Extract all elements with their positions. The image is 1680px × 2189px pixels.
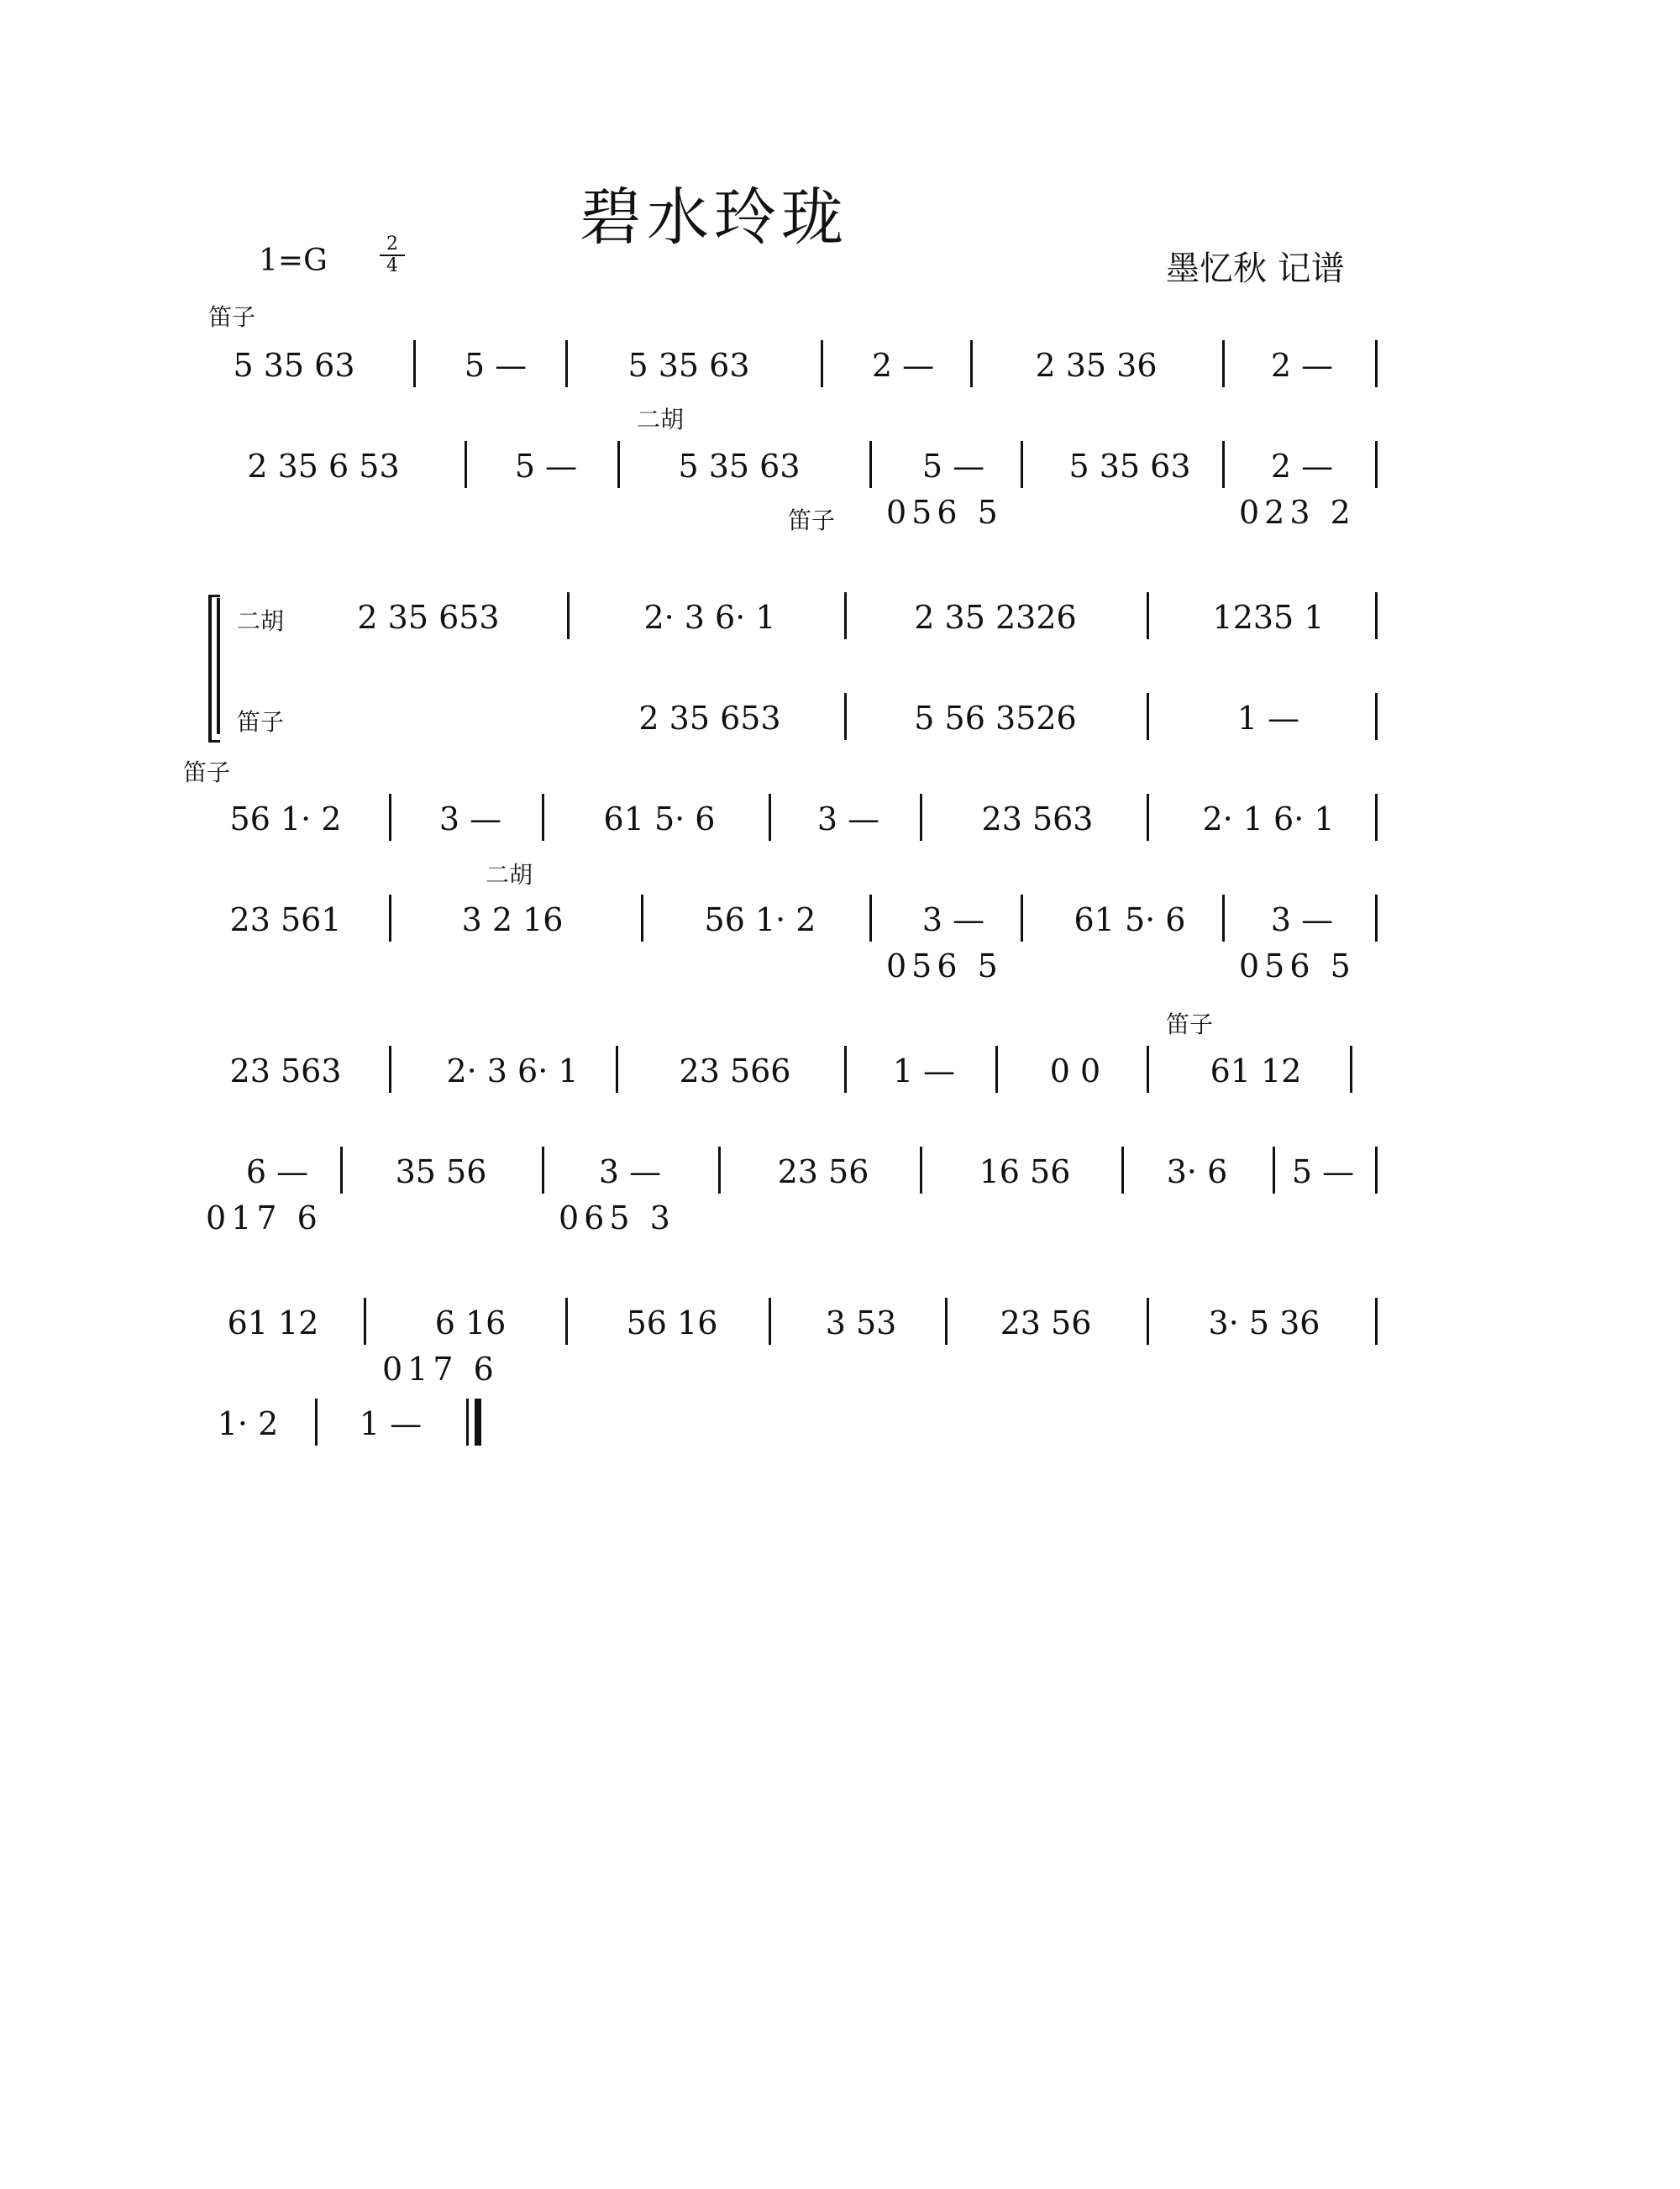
measure: 3· 6: [1166, 1153, 1228, 1190]
measure: 3 2 16: [461, 901, 564, 938]
measure: 1 —: [359, 1405, 423, 1442]
measure: 0 0: [1049, 1053, 1101, 1089]
score-row: [0, 1147, 1680, 1197]
measure: 23 56: [1000, 1304, 1092, 1341]
measure: 61 12: [1210, 1053, 1302, 1089]
measure: 16 56: [979, 1153, 1071, 1190]
measure: 61 5· 6: [603, 801, 716, 837]
measure: 1 —: [1236, 700, 1300, 737]
countermelody: 017 6: [382, 1351, 499, 1388]
measure: 23 561: [229, 901, 342, 938]
measure: 5 56 3526: [914, 700, 1077, 737]
measure: 1· 2: [217, 1405, 279, 1442]
countermelody: 056 5: [886, 948, 1003, 984]
measure: 2 —: [1270, 448, 1334, 485]
transcriber-credit: 墨忆秋 记谱: [1166, 249, 1345, 288]
measure: 2 35 653: [638, 700, 781, 737]
instrument-label: 笛子: [183, 759, 231, 786]
score-row: [0, 693, 1680, 743]
measure: 3 —: [598, 1153, 662, 1190]
measure: 23 563: [229, 1053, 342, 1089]
instrument-label: 二胡: [237, 607, 285, 635]
measure: 23 563: [981, 801, 1094, 837]
measure: 2 35 36: [1035, 347, 1158, 384]
measure: 1 —: [892, 1053, 956, 1089]
final-barline: [475, 1399, 481, 1446]
measure: 61 5· 6: [1074, 901, 1186, 938]
score-row: [0, 592, 1680, 643]
measure: 56 1· 2: [229, 801, 342, 837]
measure: 5 —: [464, 347, 528, 384]
key-signature: 1=G: [259, 244, 328, 278]
measure: 6 —: [245, 1153, 309, 1190]
measure: 23 566: [679, 1053, 791, 1089]
measure: 35 56: [395, 1153, 487, 1190]
instrument-label: 二胡: [486, 861, 533, 889]
measure: 56 1· 2: [704, 901, 816, 938]
measure: 2 —: [871, 347, 935, 384]
time-signature-top: 2: [386, 234, 398, 255]
measure: 6 16: [434, 1304, 507, 1341]
instrument-label: 笛子: [237, 708, 285, 736]
measure: 5 35 63: [678, 448, 801, 485]
measure: 5 —: [1291, 1153, 1355, 1190]
measure: 2 35 6 53: [247, 448, 400, 485]
measure: 2· 3 6· 1: [446, 1053, 579, 1089]
page-title: 碧水玲珑: [580, 181, 848, 254]
measure: 2 —: [1270, 347, 1334, 384]
instrument-label: 二胡: [637, 406, 685, 433]
instrument-label: 笛子: [208, 303, 256, 331]
measure: 5 35 63: [1068, 448, 1191, 485]
measure: 5 —: [514, 448, 578, 485]
score-row: [0, 1399, 1680, 1449]
measure: 56 16: [626, 1304, 718, 1341]
measure: 3· 5 36: [1208, 1304, 1320, 1341]
countermelody: 017 6: [206, 1199, 323, 1236]
score-row: [0, 794, 1680, 844]
countermelody: 056 5: [886, 494, 1003, 531]
measure: 1235 1: [1212, 599, 1325, 636]
time-signature: [380, 235, 405, 276]
measure: 3 —: [816, 801, 880, 837]
countermelody: 023 2: [1239, 494, 1356, 531]
measure: 2· 3 6· 1: [643, 599, 776, 636]
countermelody: 056 5: [1239, 948, 1356, 984]
measure: 5 35 63: [627, 347, 750, 384]
measure: 2 35 2326: [914, 599, 1077, 636]
measure: 61 12: [227, 1304, 319, 1341]
instrument-label: 笛子: [1166, 1011, 1214, 1038]
measure: 5 35 63: [233, 347, 355, 384]
time-signature-bottom: 4: [386, 255, 398, 276]
measure: 2· 1 6· 1: [1202, 801, 1335, 837]
countermelody: 065 3: [559, 1199, 675, 1236]
score-row: [0, 340, 1680, 391]
score-row: [0, 1046, 1680, 1096]
score-row: [0, 895, 1680, 945]
score-row: [0, 441, 1680, 491]
measure: 3 —: [921, 901, 985, 938]
measure: 3 —: [438, 801, 502, 837]
measure: 2 35 653: [357, 599, 500, 636]
measure: 5 —: [921, 448, 985, 485]
measure: 23 56: [777, 1153, 869, 1190]
instrument-label: 笛子: [788, 507, 836, 534]
measure: 3 53: [825, 1304, 897, 1341]
score-row: [0, 1298, 1680, 1348]
measure: 3 —: [1270, 901, 1334, 938]
